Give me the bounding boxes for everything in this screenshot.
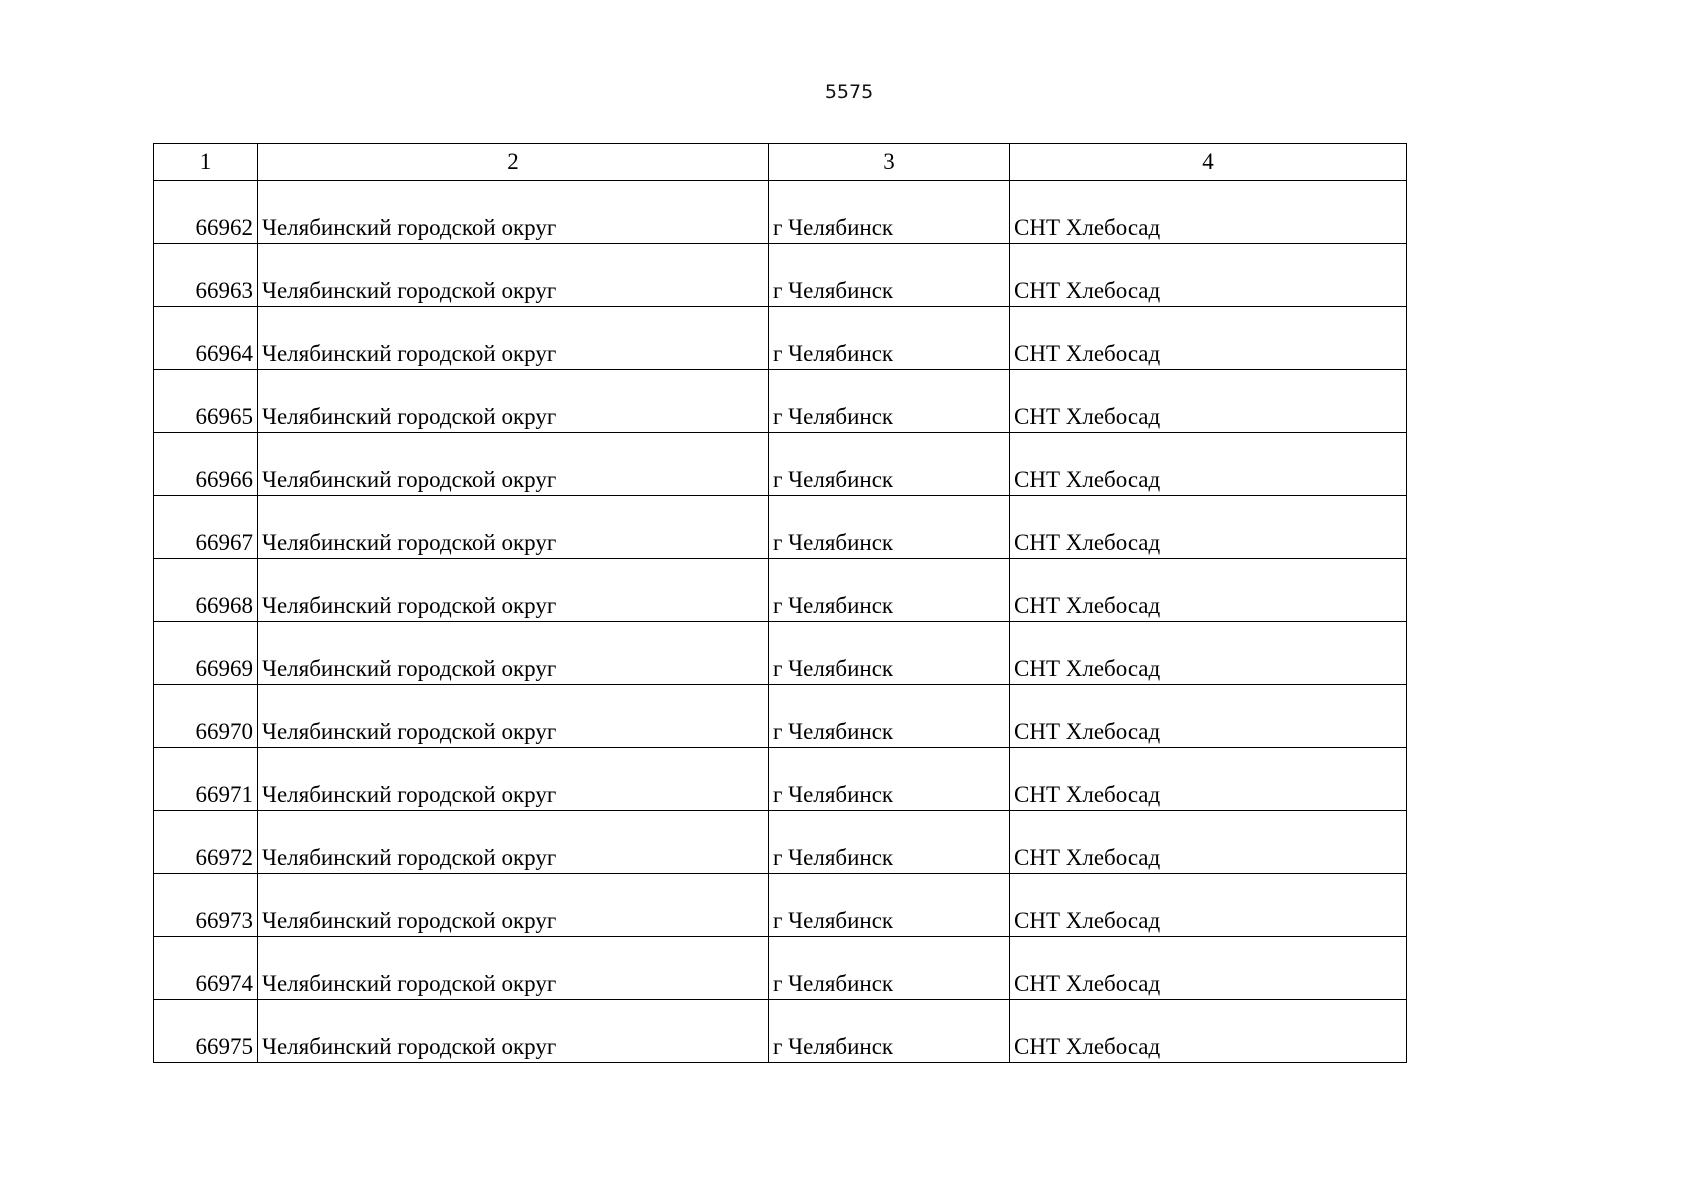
table-row <box>154 811 1407 874</box>
row-number-cell: 66973 <box>154 874 258 937</box>
settlement-cell: г Челябинск <box>769 181 1010 244</box>
table-row <box>154 244 1407 307</box>
row-number-cell: 66972 <box>154 811 258 874</box>
municipality-cell: Челябинский городской округ <box>258 307 769 370</box>
locality-cell: СНТ Хлебосад <box>1010 1000 1407 1063</box>
municipality-cell: Челябинский городской округ <box>258 937 769 1000</box>
municipality-cell: Челябинский городской округ <box>258 496 769 559</box>
municipality-cell: Челябинский городской округ <box>258 622 769 685</box>
municipality-cell: Челябинский городской округ <box>258 370 769 433</box>
row-number-cell: 66962 <box>154 181 258 244</box>
locality-cell: СНТ Хлебосад <box>1010 748 1407 811</box>
municipality-cell: Челябинский городской округ <box>258 433 769 496</box>
settlement-cell: г Челябинск <box>769 874 1010 937</box>
table-row <box>154 433 1407 496</box>
settlement-cell: г Челябинск <box>769 433 1010 496</box>
settlement-cell: г Челябинск <box>769 811 1010 874</box>
municipality-cell: Челябинский городской округ <box>258 559 769 622</box>
header-cell-4: 4 <box>1010 144 1407 181</box>
settlement-cell: г Челябинск <box>769 748 1010 811</box>
table-header-row <box>154 144 1407 181</box>
locality-cell: СНТ Хлебосад <box>1010 433 1407 496</box>
municipality-cell: Челябинский городской округ <box>258 244 769 307</box>
table-row <box>154 685 1407 748</box>
row-number-cell: 66966 <box>154 433 258 496</box>
table-row <box>154 748 1407 811</box>
table-row <box>154 496 1407 559</box>
row-number-cell: 66964 <box>154 307 258 370</box>
table-row <box>154 622 1407 685</box>
settlement-cell: г Челябинск <box>769 370 1010 433</box>
municipality-cell: Челябинский городской округ <box>258 811 769 874</box>
row-number-cell: 66968 <box>154 559 258 622</box>
municipality-cell: Челябинский городской округ <box>258 748 769 811</box>
locality-cell: СНТ Хлебосад <box>1010 559 1407 622</box>
municipality-cell: Челябинский городской округ <box>258 1000 769 1063</box>
settlement-cell: г Челябинск <box>769 937 1010 1000</box>
row-number-cell: 66965 <box>154 370 258 433</box>
header-cell-2: 2 <box>258 144 769 181</box>
table-row <box>154 559 1407 622</box>
table-row <box>154 181 1407 244</box>
row-number-cell: 66970 <box>154 685 258 748</box>
header-cell-3: 3 <box>769 144 1010 181</box>
table-row <box>154 307 1407 370</box>
locality-cell: СНТ Хлебосад <box>1010 622 1407 685</box>
page-number: 5575 <box>824 81 874 103</box>
locality-cell: СНТ Хлебосад <box>1010 307 1407 370</box>
row-number-cell: 66974 <box>154 937 258 1000</box>
locality-cell: СНТ Хлебосад <box>1010 937 1407 1000</box>
locality-cell: СНТ Хлебосад <box>1010 874 1407 937</box>
settlement-cell: г Челябинск <box>769 559 1010 622</box>
municipality-cell: Челябинский городской округ <box>258 181 769 244</box>
settlement-cell: г Челябинск <box>769 307 1010 370</box>
row-number-cell: 66971 <box>154 748 258 811</box>
settlement-cell: г Челябинск <box>769 496 1010 559</box>
locality-cell: СНТ Хлебосад <box>1010 685 1407 748</box>
municipality-cell: Челябинский городской округ <box>258 874 769 937</box>
data-table <box>153 143 1407 1063</box>
locality-cell: СНТ Хлебосад <box>1010 811 1407 874</box>
settlement-cell: г Челябинск <box>769 244 1010 307</box>
settlement-cell: г Челябинск <box>769 685 1010 748</box>
row-number-cell: 66969 <box>154 622 258 685</box>
row-number-cell: 66975 <box>154 1000 258 1063</box>
locality-cell: СНТ Хлебосад <box>1010 244 1407 307</box>
table-row <box>154 937 1407 1000</box>
header-cell-1: 1 <box>154 144 258 181</box>
table-row <box>154 370 1407 433</box>
municipality-cell: Челябинский городской округ <box>258 685 769 748</box>
table-body <box>154 144 1407 1063</box>
table-row <box>154 1000 1407 1063</box>
locality-cell: СНТ Хлебосад <box>1010 370 1407 433</box>
row-number-cell: 66963 <box>154 244 258 307</box>
settlement-cell: г Челябинск <box>769 622 1010 685</box>
table-row <box>154 874 1407 937</box>
locality-cell: СНТ Хлебосад <box>1010 496 1407 559</box>
locality-cell: СНТ Хлебосад <box>1010 181 1407 244</box>
settlement-cell: г Челябинск <box>769 1000 1010 1063</box>
row-number-cell: 66967 <box>154 496 258 559</box>
